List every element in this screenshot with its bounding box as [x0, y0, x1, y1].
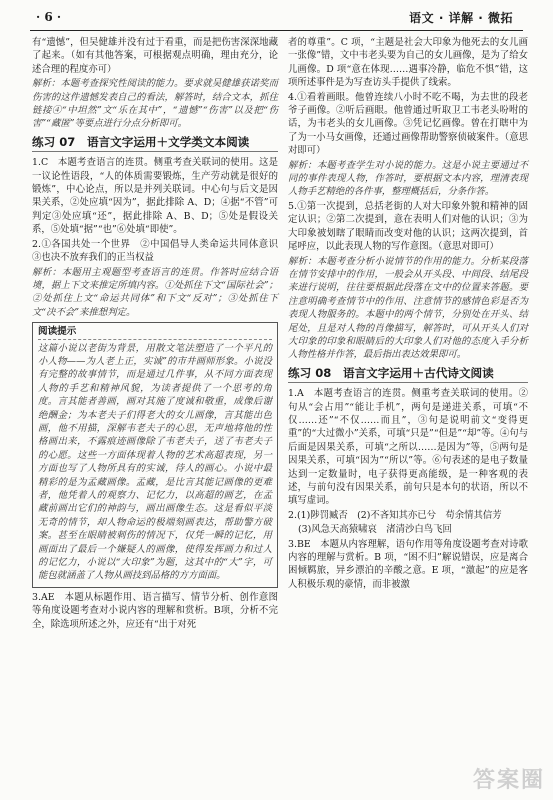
answer-q3: 3.AE 本题从标题作用、语言描写、情节分析、创作意图等角度设题考查对小说内容的理解和赏析。B项，分析不完全，除选项所述之外，应还有“出于对死: [32, 591, 278, 630]
answer-08-q3: 3.BE 本题从内容理解，语句作用等角度设题考查对诗歌内容的理解与赏析。B 项，“困不归”解说错误，应是离合困倾羁旅，异乡漂泊的辛酸之意。E 项，“激起”的应是客人积极乐观的豪情，而非被激: [288, 538, 528, 590]
explanation-q2: 解析：本题用主观题型考查语言的连贯。作答时应结合语境，据上下文来推定所填内容。①处抓住下文“国际社会”；②处抓住上文“命运共同体”和下文“反对”；③处抓住下文“决不会”来推想判定。: [32, 266, 278, 318]
answer-q5: 5.①第一次提到，总括老街的人对大印象外貌和精神的固定认识；②第二次提到，意在表明人们对他的认识；③为大印象被划瞎了眼睛而改变对他的认识；这两次提到，首尾呼应，以此表现人物的写作意图。（意思对即可）: [288, 200, 528, 253]
left-column: [32, 36, 288, 632]
answer-08-q2-line2: (3)风急天高猿啸哀 渚清沙白鸟飞回: [298, 524, 452, 536]
explanation: 解析：本题考查探究性阅读的能力。要求就吴健雄获诺奖而伤害的这件遗憾发表自己的看法，解答时，结合文本，抓住链接④“中坦然”文“乐在其中”，“遗憾”“伤害”以及把“伤害”“藏匿”等要点进行分点分析即可。: [32, 78, 278, 130]
reading-tips-box: [32, 322, 278, 588]
reading-tips-title: 阅读提示: [38, 325, 272, 339]
watermark-logo: 答案圈: [472, 768, 545, 793]
page-number: · 6 ·: [36, 10, 62, 24]
answer-q4: 4.①看着画眼。他曾连续八小时不吃不喝，为去世的段老爷子画像。②听后画眼。他曾通过听取卫工韦老头吩咐的话，为韦老头的女儿画像。③凭记忆画像。曾在打瞎中为了为一小马女画像，还通过画像帮助警察侦破案件。（意思对即可）: [288, 91, 528, 157]
answer-08-q1: 1.A 本题考查语言的连贯。侧重考查关联词的使用。②句从“会占用”“能让手机”，两句是递进关系，可填“不仅……还”“不仅……而且”，③句是说明前文“变得更重”的“大过微小”关系，可填“只是”“但是”“却”等。④句与后面是因果关系，可填“之所以……是因为”等，⑤两句是因果关系，可填“因为”“所以”等。⑥句表述的是电子数量达到一定数量时，电子获得更高能级，是一种客观的表述，与前句没有因果关系，前句只是本句的状语，所以不填写虚词。: [288, 388, 529, 507]
answer-08-q2: 2.(1)陟罚臧否 (2)不吝知其亦已兮 苟余情其信芳: [288, 509, 502, 521]
section-title-07: 练习 07 语言文字运用＋文学类文本阅读: [32, 136, 278, 152]
explanation-q5: 解析：本题考查分析小说情节的作用的能力。分析某段落在情节安排中的作用，一般会从开头段、中间段、结尾段来进行说明，往往要根据此段落在文中的位置来答题。要注意明确考查情节中的作用、注意情节的感情色彩是否为表现人物服务的。本题中的两个情节，分别处在开头、结尾处，且是对人物的肖像描写，解答时，可从开头人们对大印象的印象和眼睛后的大印象人们对他的态度入手分析人物性格并作答，最后指出表达效果即可。: [288, 255, 528, 361]
answer-q3-continued: 者的尊重”。C 项，“主题是社会大印象为他死去的女儿画一张像”错，文中韦老头要为自己的女儿画像，是为了给女儿画像。D 项“意在体现……遇事冷静，临危不惧”错，这项所述事件是为写查访头手提供了线索。: [288, 37, 528, 89]
reading-tips-text: 这篇小说以老街为背景，用散文笔法塑造了一个平凡的小人物——为人老上正，实诚”的市井画师形象。小说没有完整的故事情节，而是通过几件事，从不同方面表现人物的手艺和精神风貌，为读者提供了一个思考的角度。言其能者善画，画对其施了度诚和敬重，成像后谢绝酬金；为本老夫子们得老大的女儿画像，言其能出色画，他不用描，深解韦老夫子的心思，无声地将他的性格画出来，不露痕迹画像除了韦老夫子，送了韦老夫子的心愿。这些一方面体现着人物的艺术高超表现，另一方面也写了人物所具有的实诚，待人的画心。小说中最精彩的是为孟藏画像。孟藏，是比言其能记画像的更难者，他凭着人的观察力、记忆力，以高超的画艺，在孟藏前画出它们的神韵与，画出画像生态。这是看似平淡无奇的情节，却人物命运的极端刻画表达，帮助警方破案。甚至在眼睛被刺伤的情况下，仅凭一瞬的记忆，用画面出了最后一个嫌疑人的画像，使得发挥画力和过人的记忆力，小说以“大印象”为题，这其中的“大”字，可能包就涵盖了人物从画技到品格的方方面面。: [38, 342, 272, 582]
book-title: 语文 · 详解 · 微拓: [409, 11, 513, 25]
answer-q1: 1.C 本题考查语言的连贯。侧重考查关联词的使用。这是一议论性语段，“人的体质需要锻炼，生产劳动就是很好的锻炼”，中心论点，所以是并列关联词。中心句与后文是因果关系，②处应填“因为”，据此排除 A、D；④据“不管”可判定③处应填“还”，据此排除 A、B、D；⑤处是假设关系，⑤处填“据”“也”⑥处填“即使”。: [32, 157, 278, 236]
answer-paragraph: 有“遗憾”，但吴健雄并没有过于看重，而是把伤害深深地藏了起来。（如有其他答案，可根据观点明确，理由充分，论述合理的程度亦可）: [32, 37, 278, 75]
section-title-08: 练习 08 语言文字运用＋古代诗文阅读: [288, 367, 528, 383]
header-rule: [30, 30, 523, 31]
explanation-q4: 解析：本题考查学生对小说的能力。这是小说主要通过不同的事件表现人物，作答时，要根据文本内容，理清表现人物手艺精绝的各件事，整理概括后，分条作答。: [288, 159, 528, 198]
page-header: [0, 0, 553, 34]
right-column: [288, 36, 528, 592]
answer-q2: 2.①各国共处一个世界 ②中国倡导人类命运共同体意识 ③也决不放弃我们的正当权益: [32, 238, 288, 264]
